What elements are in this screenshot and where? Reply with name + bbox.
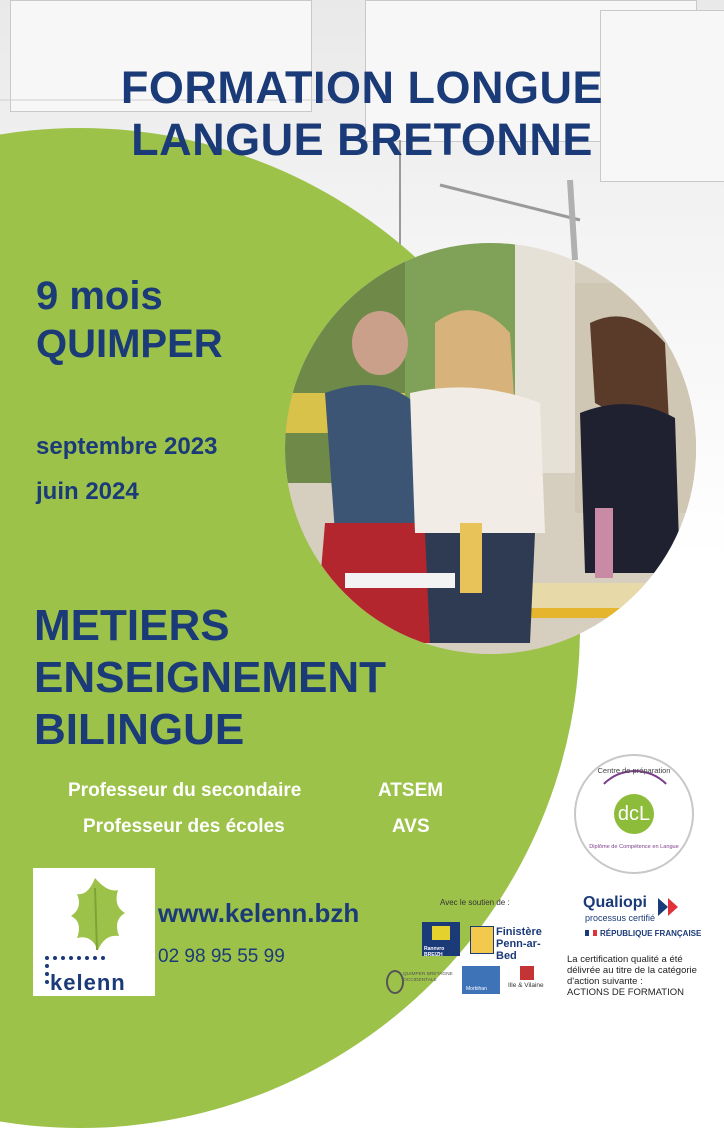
morbihan-logo-icon [462, 966, 500, 994]
title-line-1: FORMATION LONGUE [120, 62, 604, 113]
sponsor-breizh-logo [422, 922, 460, 956]
metiers-line-2: ENSEIGNEMENT [34, 653, 387, 702]
certification-statement: La certification qualité a été délivrée au titre de la catégorie d'action suivante : [567, 954, 697, 987]
students-photo [285, 243, 696, 654]
sponsor-morbihan: Morbihan [466, 986, 487, 992]
phone-number: 02 98 95 55 99 [158, 946, 285, 967]
metiers-line-1: METIERS [34, 601, 230, 650]
job-avs: AVS [392, 816, 430, 837]
course-end-date: juin 2024 [36, 478, 139, 505]
metiers-heading [34, 600, 386, 756]
certification-text [567, 954, 707, 998]
qualiopi-arrows-icon [658, 896, 684, 918]
ille-vilaine-icon [520, 966, 534, 980]
title-line-2: LANGUE BRETONNE [131, 114, 593, 165]
dcl-badge [574, 754, 694, 874]
republique-francaise-text: RÉPUBLIQUE FRANÇAISE [600, 929, 702, 938]
course-start-date: septembre 2023 [36, 433, 218, 460]
course-duration: 9 mois [36, 274, 163, 318]
sponsor-breizh-text: Rannvro BREIZH [424, 946, 445, 958]
breizh-flag-icon [432, 926, 450, 940]
sponsor-finistere: Finistère Penn-ar-Bed [496, 926, 542, 962]
qualiopi-subtitle: processus certifié [585, 913, 656, 923]
job-atsem: ATSEM [378, 780, 444, 801]
dcl-ring-top-text: Centre de préparation [597, 766, 671, 775]
ille-vilaine-logo [508, 966, 548, 996]
support-label: Avec le soutien de : [440, 898, 510, 907]
finistere-crest-icon [470, 926, 494, 954]
qualiopi-logo: Qualiopi [583, 894, 647, 911]
metiers-line-3: BILINGUE [34, 705, 245, 754]
website-link[interactable]: www.kelenn.bzh [158, 898, 360, 928]
certification-action: ACTIONS DE FORMATION [567, 987, 684, 998]
quimper-logo-icon [386, 970, 404, 994]
dcl-ring-bottom-text: Diplôme de Compétence en Langue [589, 844, 679, 850]
course-duration-block [36, 272, 223, 368]
kelenn-logo-text: kelenn [50, 970, 126, 995]
job-school-teacher: Professeur des écoles [83, 816, 285, 837]
sponsor-quimper: QUIMPER BRETAGNE OCCIDENTALE [403, 972, 453, 983]
job-secondary-teacher: Professeur du secondaire [68, 780, 302, 801]
course-dates [36, 424, 217, 514]
dcl-logo: dcL [614, 794, 654, 834]
republique-francaise [585, 929, 701, 938]
course-city: QUIMPER [36, 322, 223, 366]
sponsor-ille-vilaine: Ille & Vilaine [508, 982, 544, 989]
